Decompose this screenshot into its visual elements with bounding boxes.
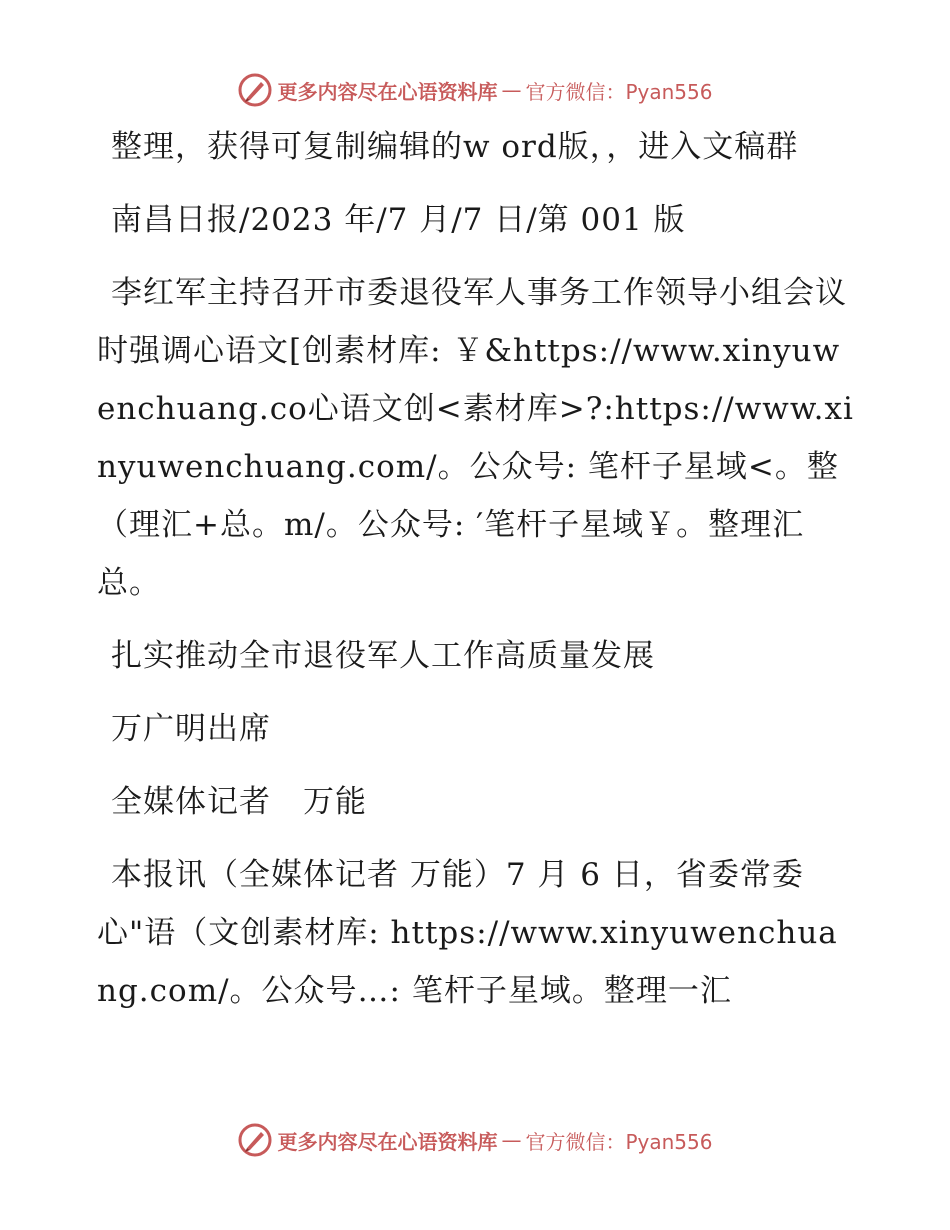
banner-slogan: 更多内容尽在心语资料库 xyxy=(277,79,498,104)
banner-dash: — xyxy=(501,78,522,102)
paragraph-note: 整理，获得可复制编辑的w ord版，，进入文稿群 xyxy=(111,129,799,165)
banner-slogan: 更多内容尽在心语资料库 xyxy=(277,1129,498,1154)
paragraph-source: 南昌日报/2023 年/7 月/7 日/第 001 版 xyxy=(111,202,686,238)
paragraph-attendee: 万广明出席 xyxy=(111,711,271,747)
document-body xyxy=(97,118,857,1035)
paragraph-headline: 李红军主持召开市委退役军人事务工作领导小组会议时强调心语文[创素材库: ￥&https://www.xinyuwenchuang.co心语文创<素材库>?:https://www.xinyuwenchuang.com/。公众号: 笔杆子星域<。整（理汇+总。m/。公众号: ′笔杆子星域￥。整理汇总。 xyxy=(97,275,854,601)
banner-dash: — xyxy=(501,1128,522,1152)
banner-wechat: 官方微信：Pyan556 xyxy=(525,79,713,104)
paragraph-byline: 全媒体记者 万能 xyxy=(111,784,367,820)
banner-wechat: 官方微信：Pyan556 xyxy=(525,1129,713,1154)
footer-banner xyxy=(0,1120,950,1160)
quill-logo-icon xyxy=(237,72,273,108)
quill-logo-icon xyxy=(237,1122,273,1158)
header-banner xyxy=(0,70,950,110)
paragraph-lead: 本报讯（全媒体记者 万能）7 月 6 日，省委常委心"语（文创素材库: https://www.xinyuwenchuang.com/。公众号…: 笔杆子星域。整理一汇 xyxy=(97,857,838,1009)
paragraph-subheadline: 扎实推动全市退役军人工作高质量发展 xyxy=(111,638,655,674)
